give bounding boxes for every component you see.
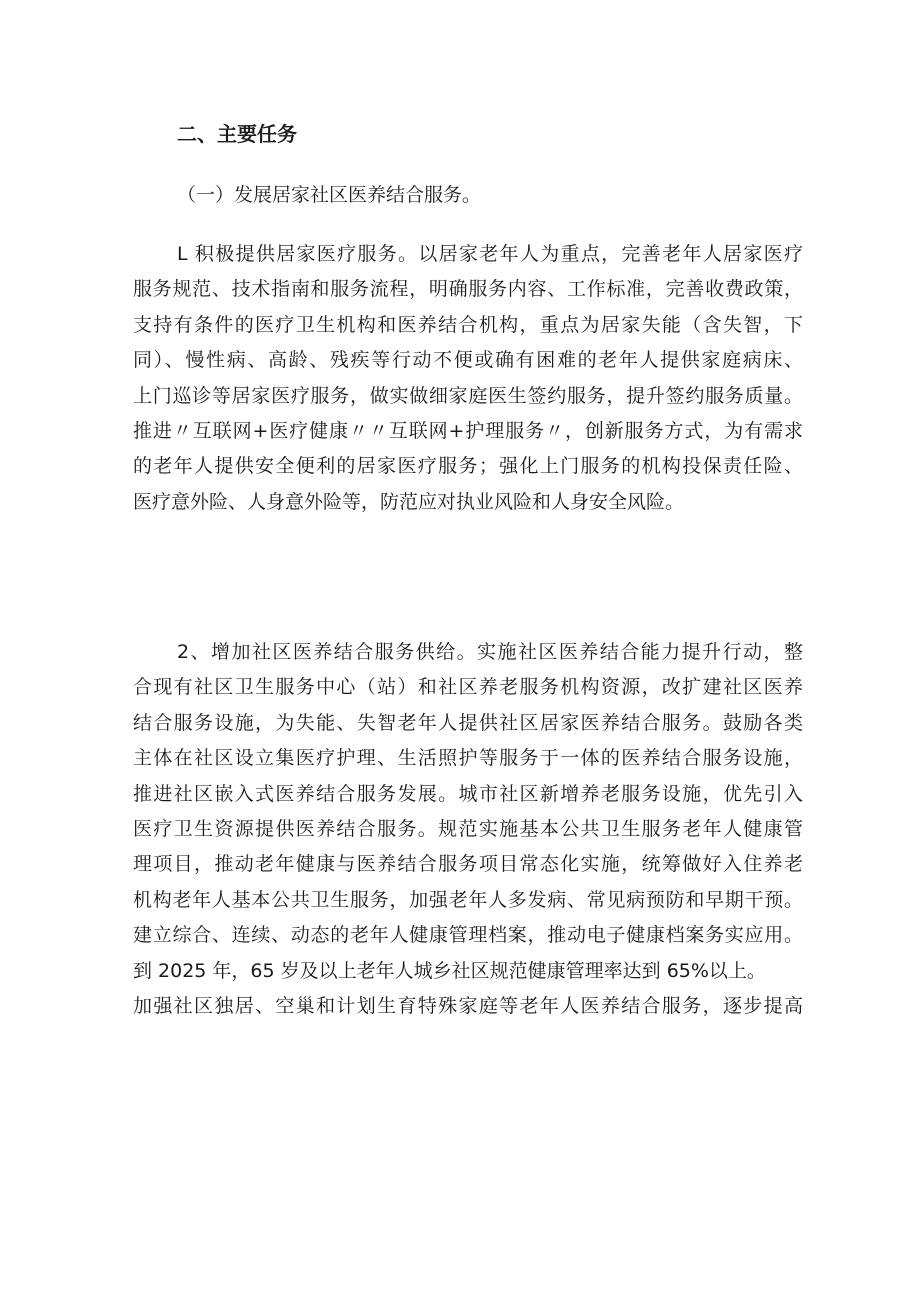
paragraph-line: 2、增加社区医养结合服务供给。实施社区医养结合能力提升行动，整 <box>177 641 803 663</box>
paragraph-line: 的老年人提供安全便利的居家医疗服务；强化上门服务的机构投保责任险、 <box>133 455 803 478</box>
paragraph-line: 服务规范、技术指南和服务流程，明确服务内容、工作标准，完善收费政策， <box>133 278 803 301</box>
paragraph-line: 结合服务设施，为失能、失智老年人提供社区居家医养结合服务。鼓励各类 <box>133 711 803 734</box>
paragraph-line: 建立综合、连续、动态的老年人健康管理档案，推动电子健康档案务实应用。 <box>133 924 803 947</box>
section-heading: 二、主要任务 <box>177 122 297 146</box>
paragraph-line: L 积极提供居家医疗服务。以居家老年人为重点，完善老年人居家医疗 <box>177 243 803 265</box>
paragraph-line: 支持有条件的医疗卫生机构和医养结合机构，重点为居家失能（含失智，下 <box>133 313 803 336</box>
paragraph-line: 理项目，推动老年健康与医养结合服务项目常态化实施，统筹做好入住养老 <box>133 853 803 876</box>
paragraph-line: 到 2025 年，65 岁及以上老年人城乡社区规范健康管理率达到 65%以上。 <box>133 959 766 982</box>
paragraph-home-medical-services <box>133 237 803 520</box>
paragraph-line: 上门巡诊等居家医疗服务，做实做细家庭医生签约服务，提升签约服务质量。 <box>133 384 803 407</box>
paragraph-line: 推进社区嵌入式医养结合服务发展。城市社区新增养老服务设施，优先引入 <box>133 782 803 805</box>
paragraph-line: 主体在社区设立集医疗护理、生活照护等服务于一体的医养结合服务设施， <box>133 747 803 770</box>
paragraph-line: 同）、慢性病、高龄、残疾等行动不便或确有困难的老年人提供家庭病床、 <box>133 349 803 372</box>
paragraph-line: 机构老年人基本公共卫生服务，加强老年人多发病、常见病预防和早期干预。 <box>133 888 803 911</box>
paragraph-community-services <box>133 635 803 1024</box>
paragraph-line: 加强社区独居、空巢和计划生育特殊家庭等老年人医养结合服务，逐步提高 <box>133 994 803 1017</box>
paragraph-line: 合现有社区卫生服务中心（站）和社区养老服务机构资源，改扩建社区医养 <box>133 676 803 699</box>
paragraph-line: 医疗意外险、人身意外险等，防范应对执业风险和人身安全风险。 <box>133 490 685 513</box>
paragraph-line: 医疗卫生资源提供医养结合服务。规范实施基本公共卫生服务老年人健康管 <box>133 817 803 840</box>
paragraph-line: 推进〃互联网+医疗健康〃〃互联网+护理服务〃，创新服务方式，为有需求 <box>133 419 803 442</box>
subsection-heading: （一）发展居家社区医养结合服务。 <box>177 184 482 206</box>
